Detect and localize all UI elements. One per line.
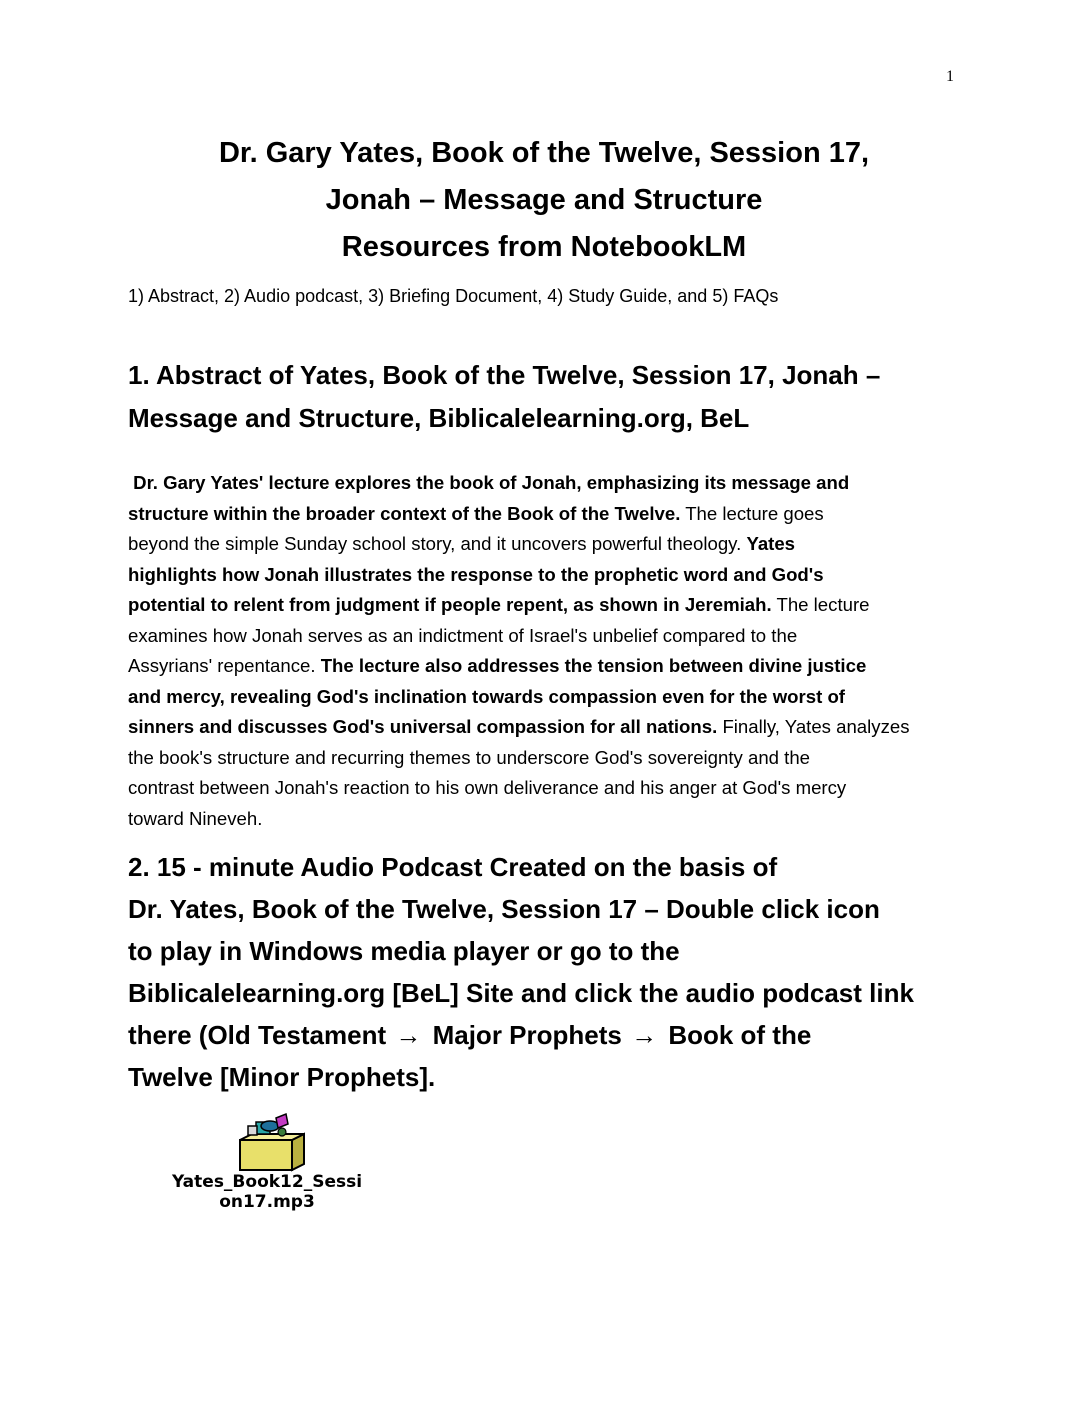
page-number: 1 bbox=[946, 68, 954, 85]
arrow-right-icon: → bbox=[395, 1020, 422, 1050]
abstract-text: Finally, Yates analyzes bbox=[717, 716, 910, 737]
title-line-2: Jonah – Message and Structure bbox=[325, 184, 763, 216]
abstract-text: The lecture goes bbox=[680, 502, 824, 524]
abstract-line bbox=[128, 743, 960, 774]
podcast-heading-line-1: 2. 15 - minute Audio Podcast Created on the basis of bbox=[128, 852, 778, 882]
abstract-line bbox=[128, 529, 960, 560]
title-line-1: Dr. Gary Yates, Book of the Twelve, Session 17, bbox=[218, 137, 870, 169]
abstract-text: beyond the simple Sunday school story, and it uncovers powerful theology. bbox=[128, 533, 747, 554]
abstract-text: toward Nineveh. bbox=[128, 807, 263, 829]
audio-file-icon-link[interactable] bbox=[126, 1112, 408, 1212]
abstract-line bbox=[128, 712, 960, 743]
nav-major-prophets: Major Prophets bbox=[432, 1020, 622, 1050]
title-line-3: Resources from NotebookLM bbox=[341, 231, 747, 263]
abstract-line bbox=[128, 682, 960, 713]
abstract-line bbox=[128, 560, 960, 591]
abstract-line bbox=[128, 804, 960, 835]
podcast-heading-line-6: Twelve [Minor Prophets]. bbox=[128, 1062, 436, 1092]
abstract-text: contrast between Jonah's reaction to his own deliverance and his anger at God's mercy bbox=[128, 777, 847, 798]
abstract-line bbox=[128, 621, 960, 652]
abstract-bold-text: structure within the broader context of the Book of the Twelve. bbox=[128, 502, 681, 524]
audio-file-name-line-2[interactable]: on17.mp3 bbox=[219, 1192, 315, 1212]
abstract-bold-text: sinners and discusses God's universal compassion for all nations. bbox=[128, 716, 718, 737]
abstract-text: The lecture bbox=[771, 594, 870, 615]
abstract-line bbox=[128, 468, 960, 499]
abstract-bold-text: highlights how Jonah illustrates the response to the prophetic word and God's bbox=[128, 563, 824, 585]
abstract-line bbox=[128, 499, 960, 530]
abstract-bold-text: Yates bbox=[746, 533, 796, 554]
abstract-bold-text: and mercy, revealing God's inclination towards compassion even for the worst of bbox=[128, 685, 845, 707]
abstract-paragraph bbox=[128, 468, 960, 834]
audio-file-name[interactable] bbox=[126, 1172, 408, 1212]
podcast-heading-line-2: Dr. Yates, Book of the Twelve, Session 17 – Double click icon bbox=[128, 894, 880, 924]
abstract-text: the book's structure and recurring themes to underscore God's sovereignty and the bbox=[128, 746, 811, 768]
abstract-line bbox=[128, 590, 960, 621]
podcast-heading-line-3: to play in Windows media player or go to the bbox=[128, 936, 680, 966]
arrow-right-icon: → bbox=[631, 1020, 658, 1050]
abstract-text: Assyrians' repentance. bbox=[128, 655, 321, 676]
abstract-heading-line-1: 1. Abstract of Yates, Book of the Twelve, Session 17, Jonah – bbox=[128, 360, 881, 390]
abstract-line bbox=[128, 651, 960, 682]
audio-file-name-line-1[interactable]: Yates_Book12_Sessi bbox=[171, 1172, 363, 1192]
contents-list: 1) Abstract, 2) Audio podcast, 3) Briefing Document, 4) Study Guide, and 5) FAQs bbox=[128, 286, 779, 306]
abstract-bold-text: Dr. Gary Yates' lecture explores the book of Jonah, emphasizing its message and bbox=[128, 472, 850, 493]
abstract-heading-line-2: Message and Structure, Biblicalelearning.org, BeL bbox=[128, 403, 750, 433]
podcast-heading-line-5 bbox=[128, 1014, 968, 1056]
package-icon[interactable] bbox=[230, 1112, 310, 1172]
abstract-heading bbox=[128, 354, 968, 440]
abstract-text: examines how Jonah serves as an indictment of Israel's unbelief compared to the bbox=[128, 624, 798, 646]
abstract-bold-text: potential to relent from judgment if people repent, as shown in Jeremiah. bbox=[128, 594, 772, 615]
document-title bbox=[0, 130, 1088, 271]
nav-book-of-the: Book of the bbox=[668, 1020, 812, 1050]
abstract-bold-text: The lecture also addresses the tension between divine justice bbox=[320, 655, 867, 676]
podcast-heading bbox=[128, 846, 968, 1098]
podcast-heading-line-4: Biblicalelearning.org [BeL] Site and click the audio podcast link bbox=[128, 978, 914, 1008]
nav-old-testament: there (Old Testament bbox=[128, 1020, 387, 1050]
abstract-line bbox=[128, 773, 960, 804]
